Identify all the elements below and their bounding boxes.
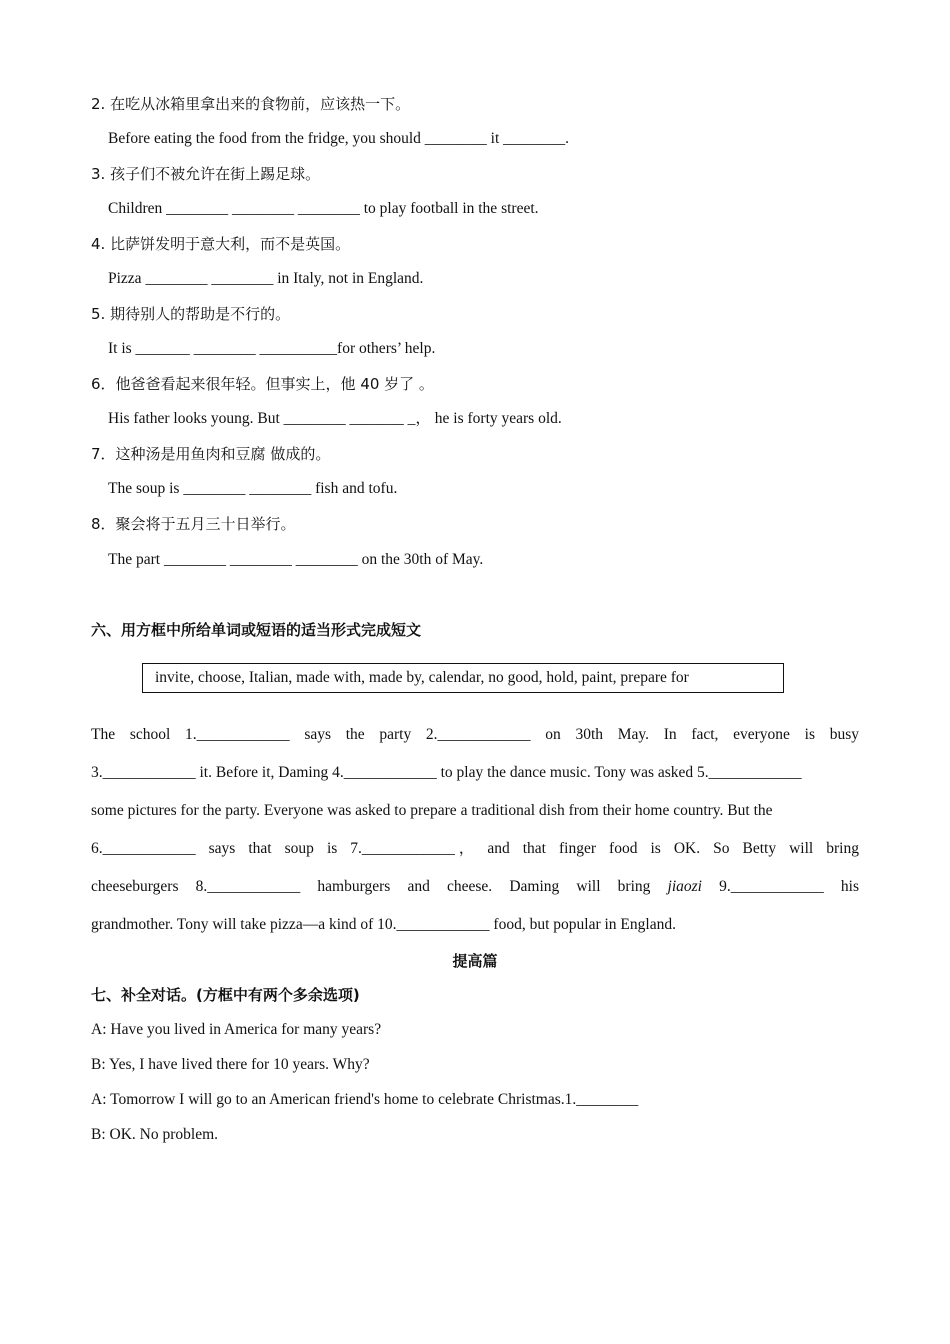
item-8-chinese: 8．聚会将于五月三十日举行。 [91, 515, 296, 533]
item-7-english: The soup is ________ ________ fish and tofu. [108, 480, 398, 497]
passage-line-6: grandmother. Tony will take pizza—a kind of 10.____________ food, but popular in England. [91, 916, 676, 933]
passage-line-1: The school 1.____________ says the party 2.____________ on 30th May. In fact, everyone is busy [91, 726, 859, 743]
passage-line-5: cheeseburgers 8.____________ hamburgers and cheese. Daming will bring jiaozi 9.____________ his [91, 878, 859, 895]
item-4-english: Pizza ________ ________ in Italy, not in England. [108, 270, 424, 287]
item-2-chinese: 2. 在吃从冰箱里拿出来的食物前，应该热一下。 [91, 95, 411, 113]
passage-line-2: 3.____________ it. Before it, Daming 4.____________ to play the dance music. Tony was asked 5.____________ [91, 764, 802, 781]
passage-line-3: some pictures for the party. Everyone was asked to prepare a traditional dish from their home country. But the [91, 802, 773, 819]
item-5-chinese: 5. 期待别人的帮助是不行的。 [91, 305, 291, 323]
advanced-title: 提高篇 [452, 952, 498, 970]
item-8-english: The part ________ ________ ________ on the 30th of May. [108, 551, 484, 568]
item-7-chinese: 7．这种汤是用鱼肉和豆腐 做成的。 [91, 445, 331, 463]
item-6-chinese: 6．他爸爸看起来很年轻。但事实上，他 40 岁了 。 [91, 375, 434, 393]
item-6-english: His father looks young. But ________ _______ _， he is forty years old. [108, 410, 562, 427]
item-3-chinese: 3. 孩子们不被允许在街上踢足球。 [91, 165, 321, 183]
section-6-heading: 六、用方框中所给单词或短语的适当形式完成短文 [91, 621, 422, 639]
passage-line-4: 6.____________ says that soup is 7.____________ ， and that finger food is OK. So Betty will bring [91, 840, 859, 857]
item-5-english: It is _______ ________ __________for others’ help. [108, 340, 436, 357]
dialogue-line: A: Have you lived in America for many years? [91, 1021, 382, 1038]
section-7-heading: 七、补全对话。(方框中有两个多余选项) [91, 986, 360, 1004]
item-4-chinese: 4. 比萨饼发明于意大利，而不是英国。 [91, 235, 351, 253]
dialogue-line: B: Yes, I have lived there for 10 years. Why? [91, 1056, 370, 1073]
item-3-english: Children ________ ________ ________ to play football in the street. [108, 200, 539, 217]
word-box: invite, choose, Italian, made with, made by, calendar, no good, hold, paint, prepare for [142, 663, 784, 693]
dialogue-line: B: OK. No problem. [91, 1126, 219, 1143]
item-2-english: Before eating the food from the fridge, you should ________ it ________. [108, 130, 570, 147]
dialogue-line: A: Tomorrow I will go to an American friend's home to celebrate Christmas.1.________ [91, 1091, 639, 1108]
